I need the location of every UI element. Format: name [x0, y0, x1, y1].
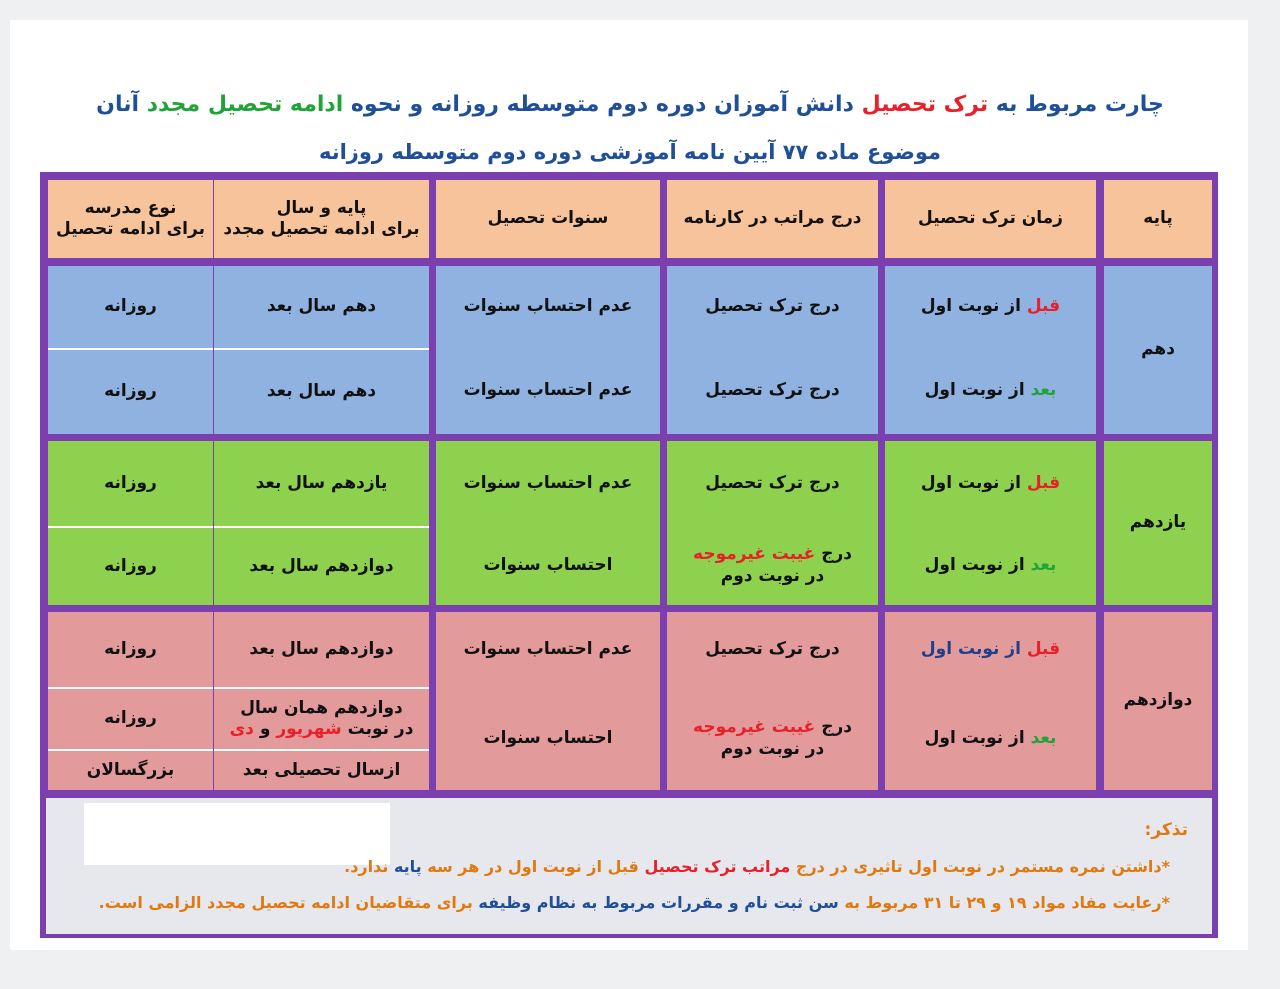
time-phrase: از نوبت اول [924, 380, 1025, 401]
next-and: و [259, 719, 271, 739]
time-phrase: از نوبت اول [920, 296, 1021, 317]
header-time-label: زمان ترک تحصیل [918, 208, 1063, 229]
next-text: ازسال تحصیلی بعد [242, 759, 401, 780]
time-phrase: از نوبت اول [924, 554, 1025, 575]
record-absence: غیبت غیرموجه [693, 544, 816, 565]
header-record [667, 180, 878, 258]
school-text: روزانه [104, 381, 157, 402]
record-r4 [667, 526, 878, 605]
header-time [885, 180, 1096, 258]
next-shahrivar: شهریور [276, 719, 342, 739]
record-absence: غیبت غیرموجه [693, 717, 816, 738]
time-r3 [885, 441, 1096, 526]
years-r2 [436, 348, 660, 434]
years-r4 [436, 526, 660, 605]
grade-11-cell [1104, 441, 1212, 605]
record-prefix: درج [821, 544, 852, 565]
grade-12-cell [1104, 612, 1212, 790]
years-r1 [436, 266, 660, 348]
header-next-grade [214, 180, 429, 258]
grade-12-label: دوازدهم [1123, 690, 1193, 711]
years-text: عدم احتساب سنوات [463, 380, 633, 401]
school-r4 [48, 526, 213, 605]
next-text: دهم سال بعد [266, 296, 377, 317]
title-part: دانش آموزان دوره دوم متوسطه روزانه و نحوه [350, 92, 854, 117]
record-line1 [693, 717, 852, 738]
header-school-type [48, 180, 213, 258]
page-subtitle: موضوع ماده ۷۷ آیین نامه آموزشی دوره دوم متوسطه روزانه [318, 140, 942, 164]
record-text: درج ترک تحصیل [705, 638, 840, 659]
record-prefix: درج [821, 717, 852, 738]
note-line-2 [99, 893, 1170, 912]
time-phrase: از نوبت اول [924, 727, 1025, 748]
grade-11-label: یازدهم [1129, 512, 1187, 533]
next-line1: دوازدهم همان سال [240, 697, 403, 718]
record-text: درج ترک تحصیل [705, 472, 840, 493]
next-in-turn: در نوبت [347, 719, 414, 739]
notes-heading: تذکر: [1144, 820, 1188, 840]
note1-grade: پایه [393, 857, 422, 876]
time-phrase: از نوبت اول [920, 472, 1021, 493]
header-years [436, 180, 660, 258]
next-text: دهم سال بعد [266, 381, 377, 402]
record-line1 [693, 544, 852, 565]
redacted-area [84, 803, 390, 865]
header-grade [1104, 180, 1212, 258]
school-text: بزرگسالان [86, 759, 175, 780]
header-next-grade-line1: پایه و سال [276, 197, 367, 218]
school-text: روزانه [104, 708, 157, 729]
school-r1 [48, 266, 213, 348]
time-r1 [885, 266, 1096, 348]
time-r4 [885, 526, 1096, 605]
note2-highlight: سن ثبت نام و مقررات مربوط به نظام وظیفه [478, 893, 839, 912]
header-school-line1: نوع مدرسه [84, 197, 177, 218]
years-r3 [436, 441, 660, 526]
time-before-word: قبل [1026, 472, 1061, 493]
next-r5 [214, 612, 429, 687]
school-r6 [48, 687, 213, 749]
title-highlight-again: مجدد [146, 92, 201, 117]
grade-10-cell [1104, 266, 1212, 434]
header-school-line2: برای ادامه تحصیل [56, 219, 205, 239]
next-text: دوازدهم سال بعد [249, 638, 394, 659]
years-text: عدم احتساب سنوات [463, 472, 633, 493]
note-line-1 [344, 857, 1170, 876]
time-r2 [885, 348, 1096, 434]
next-r4 [214, 526, 429, 605]
next-r3 [214, 441, 429, 526]
time-r6 [885, 687, 1096, 790]
record-line2: در نوبت دوم [720, 738, 825, 759]
school-text: روزانه [104, 296, 157, 317]
school-text: روزانه [104, 472, 157, 493]
time-after-word: بعد [1030, 380, 1057, 401]
record-text: درج ترک تحصیل [705, 296, 840, 317]
next-r6 [214, 687, 429, 749]
note2-part: برای متقاضیان ادامه تحصیل مجدد الزامی است. [98, 893, 473, 912]
note2-part: *رعایت مفاد مواد ۱۹ و ۲۹ تا ۳۱ مربوط به [844, 893, 1170, 912]
years-text: عدم احتساب سنوات [463, 296, 633, 317]
school-r5 [48, 612, 213, 687]
title-highlight-dropout: ترک تحصیل [861, 92, 989, 117]
record-r1 [667, 266, 878, 348]
note1-part: *داشتن نمره مستمر در نوبت اول تاثیری در درج [795, 857, 1170, 876]
years-r5 [436, 612, 660, 687]
header-next-grade-line2: برای ادامه تحصیل مجدد [223, 219, 420, 239]
school-text: روزانه [104, 555, 157, 576]
school-r7 [48, 749, 213, 790]
record-r3 [667, 441, 878, 526]
record-text: درج ترک تحصیل [705, 380, 840, 401]
title-part: آنان [96, 92, 140, 117]
time-after-word: بعد [1030, 554, 1057, 575]
time-before-word: قبل [1026, 296, 1061, 317]
school-r2 [48, 348, 213, 434]
years-text: احتساب سنوات [483, 554, 613, 575]
school-r3 [48, 441, 213, 526]
note1-part: قبل از نوبت اول در هر سه [427, 857, 639, 876]
header-grade-label: پایه [1143, 208, 1173, 229]
next-r7 [214, 749, 429, 790]
years-r6 [436, 687, 660, 790]
page-title [40, 92, 1220, 117]
note1-part: ندارد. [344, 857, 389, 876]
next-text: دوازدهم سال بعد [249, 555, 394, 576]
header-years-label: سنوات تحصیل [487, 208, 609, 229]
years-text: عدم احتساب سنوات [463, 638, 633, 659]
next-dey: دی [229, 719, 254, 739]
next-r1 [214, 266, 429, 348]
years-text: احتساب سنوات [483, 727, 613, 748]
grade-10-label: دهم [1141, 339, 1175, 360]
next-line2 [230, 719, 414, 740]
next-r2 [214, 348, 429, 434]
next-text: یازدهم سال بعد [255, 472, 388, 493]
school-text: روزانه [104, 638, 157, 659]
title-part: چارت مربوط به [995, 92, 1164, 117]
note1-highlight: مراتب ترک تحصیل [644, 857, 791, 876]
time-after-word: بعد [1030, 727, 1057, 748]
record-r5 [667, 612, 878, 687]
time-phrase: از نوبت اول [920, 638, 1021, 659]
title-highlight-continue: ادامه تحصیل [207, 92, 344, 117]
record-line2: در نوبت دوم [720, 565, 825, 586]
time-before-word: قبل [1026, 638, 1061, 659]
header-record-label: درج مراتب در کارنامه [683, 208, 862, 229]
time-r5 [885, 612, 1096, 687]
record-r6 [667, 687, 878, 790]
record-r2 [667, 348, 878, 434]
